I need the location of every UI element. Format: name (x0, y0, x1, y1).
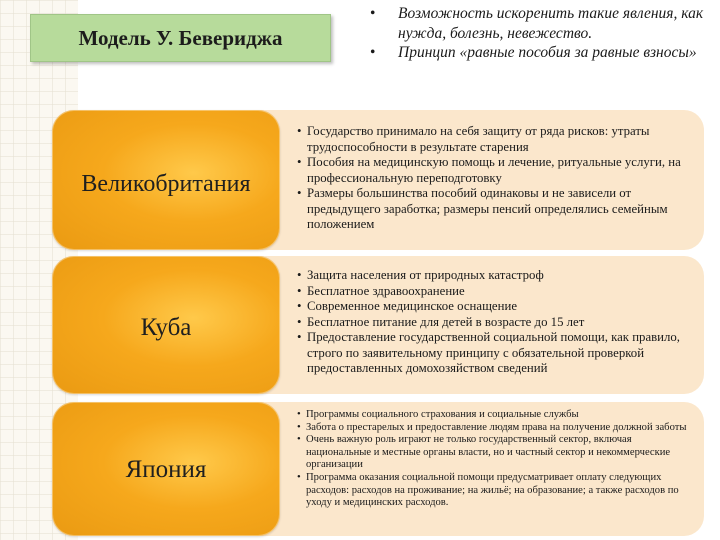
bullet-marker: • (297, 421, 301, 433)
list-item (297, 409, 697, 422)
list-item (297, 186, 697, 233)
row-items-cuba (297, 268, 697, 377)
list-item (297, 155, 697, 186)
list-item-text: Программа оказания социальной помощи предусматривает оплату следующих расходов: расходов на проживание; на жильё; на образование; а также расходов по уходу и медицинских расходов. (306, 471, 679, 509)
intro-list (370, 4, 715, 63)
intro-item (370, 43, 715, 63)
country-box-great-britain (52, 110, 280, 250)
list-item-text: Пособия на медицинскую помощь и лечение, ритуальные услуги, на профессиональную переподготовку (307, 155, 681, 185)
bullet-marker: • (297, 268, 302, 282)
list-item (297, 472, 697, 510)
bullet-marker: • (297, 155, 302, 169)
list-item-text: Бесплатное питание для детей в возрасте до 15 лет (307, 314, 585, 329)
list-item-text: Государство принимало на себя защиту от ряда рисков: утраты трудоспособности в результате старения (307, 124, 650, 154)
row-items-japan (297, 409, 697, 510)
list-item (297, 434, 697, 472)
country-box-japan (52, 402, 280, 536)
list-item (297, 124, 697, 155)
page-title-text: Модель У. Бевериджа (78, 25, 283, 50)
bullet-marker: • (297, 124, 302, 138)
bullet-marker: • (370, 5, 376, 22)
intro-item (370, 4, 715, 43)
list-item-text: Современное медицинское оснащение (307, 299, 517, 313)
bullet-marker: • (297, 330, 302, 344)
list-item (297, 299, 697, 315)
list-item (297, 422, 697, 435)
bullet-marker: • (297, 471, 301, 483)
page-title (30, 14, 331, 62)
list-item-text: Предоставление государственной социальной помощи, как правило, строго по заявительному принципу с обязательной проверкой предоставленных домохозяйством сведений (307, 330, 681, 375)
country-label: Япония (125, 456, 207, 483)
list-item-text: Защита населения от природных катастроф (307, 268, 544, 282)
list-item-text: Программы социального страхования и социальные службы (306, 409, 579, 420)
country-box-cuba (52, 256, 280, 394)
list-item (297, 330, 697, 377)
intro-item-text: Принцип «равные пособия за равные взносы» (398, 44, 697, 61)
list-item (297, 268, 697, 284)
bullet-marker: • (297, 314, 302, 329)
intro-item-text: Возможность искоренить такие явления, как нужда, болезнь, невежество. (398, 5, 704, 42)
bullet-marker: • (297, 283, 302, 298)
list-item (297, 284, 697, 300)
bullet-marker: • (297, 186, 302, 200)
country-label: Куба (140, 314, 192, 341)
list-item-text: Очень важную роль играют не только государственный сектор, включая национальные и местные органы власти, но и частный сектор и некоммерческие организации (306, 434, 671, 471)
list-item (297, 315, 697, 331)
bullet-marker: • (297, 299, 302, 313)
list-item-text: Забота о престарелых и предоставление людям права на получение должной заботы (306, 421, 687, 433)
country-label: Великобритания (81, 171, 251, 197)
list-item-text: Бесплатное здравоохранение (307, 283, 465, 298)
list-item-text: Размеры большинства пособий одинаковы и не зависели от предыдущего заработка; размеры пенсий определялись семейным положением (307, 186, 668, 231)
bullet-marker: • (297, 434, 301, 446)
row-items-great-britain (297, 124, 697, 233)
bullet-marker: • (297, 409, 301, 420)
bullet-marker: • (370, 44, 376, 61)
